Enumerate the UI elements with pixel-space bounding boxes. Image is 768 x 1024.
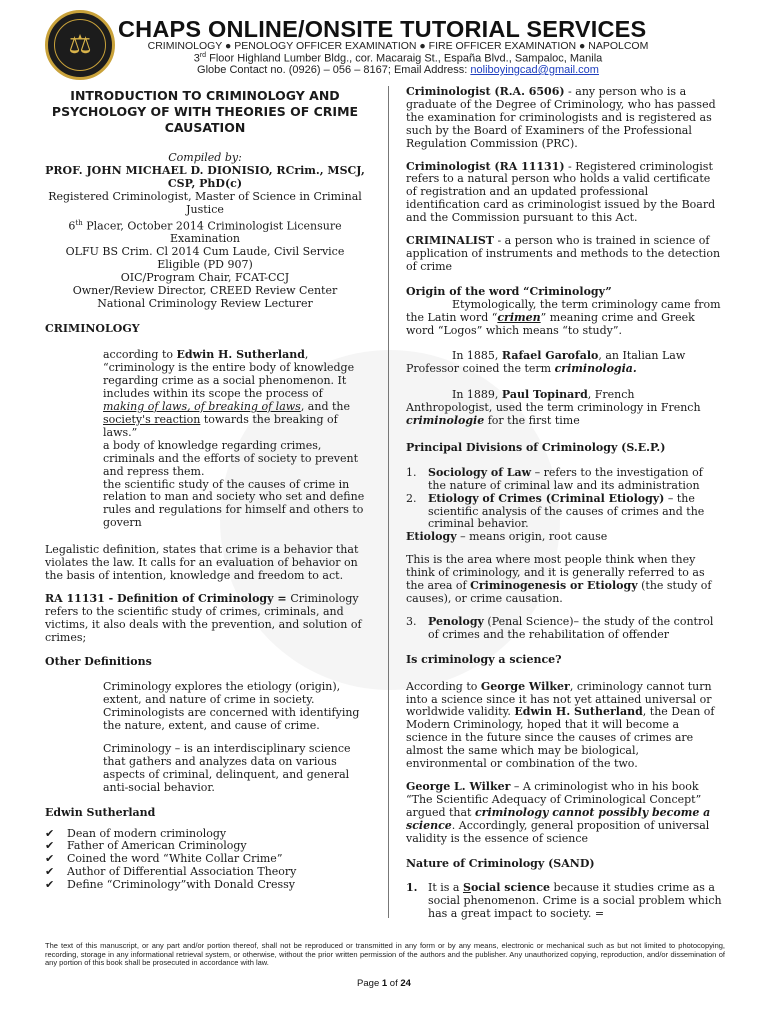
section-heading: Principal Divisions of Criminology (S.E.P.) xyxy=(406,440,666,454)
list-item: ✔ Coined the word “White Collar Crime” xyxy=(45,852,283,866)
left-column xyxy=(45,88,365,892)
email-link[interactable]: noliboyingcad@gmail.com xyxy=(470,64,599,76)
criminologist-ra11131: Criminologist (RA 11131) - Registered criminologist refers to a natural person who holds a valid certificate of registration and an updated professional identification card as criminologist issued by the Board and the Commission pursuant to this Act. xyxy=(406,159,716,225)
checkmark-icon: ✔ xyxy=(45,878,55,892)
definition-paragraph: Criminology explores the etiology (origin), extent, and nature of crime in society. Criminologists are concerned with identifying the nature, extent, and cause of crime. xyxy=(103,680,360,733)
author-name: PROF. JOHN MICHAEL D. DIONISIO, RCrim., MSCJ, CSP, PhD(c) xyxy=(45,163,365,190)
column-divider xyxy=(388,86,389,918)
section-heading: CRIMINOLOGY xyxy=(45,321,140,335)
topinard-paragraph: In 1889, Paul Topinard, French Anthropologist, used the term criminology in French criminologie for the first time xyxy=(406,388,701,428)
compiled-by: Compiled by: xyxy=(168,151,242,164)
checkmark-icon: ✔ xyxy=(45,839,55,853)
section-heading: Nature of Criminology (SAND) xyxy=(406,856,595,870)
section-heading: Edwin Sutherland xyxy=(45,805,156,819)
document-title: INTRODUCTION TO CRIMINOLOGY AND PSYCHOLOGY OF WITH THEORIES OF CRIME CAUSATION xyxy=(51,88,359,135)
section-heading: Other Definitions xyxy=(45,655,152,669)
list-item: 2. Etiology of Crimes (Criminal Etiology) – the scientific analysis of the causes of crimes and the criminal behavior. xyxy=(406,491,705,531)
ra-definition: RA 11131 - Definition of Criminology = Criminology refers to the scientific study of crimes, criminals, and victims, it also deals with the prevention, and solution of crimes; xyxy=(45,591,362,644)
gl-wilker-paragraph: George L. Wilker – A criminologist who in his book “The Scientific Adequacy of Criminological Concept” argued that criminology cannot possibly become a science. Accordingly, general proposition of universal validity is the essence of science xyxy=(406,779,711,845)
etiology-definition: Etiology – means origin, root cause xyxy=(406,530,608,544)
credential: OLFU BS Crim. Cl 2014 Cum Laude, Civil Service Eligible (PD 907) xyxy=(65,245,345,271)
contact-line: Globe Contact no. (0926) – 056 – 8167; Email Address: noliboyingcad@gmail.com xyxy=(197,64,599,76)
credential: National Criminology Review Lecturer xyxy=(97,296,313,310)
list-item: ✔ Define “Criminology”with Donald Cressy xyxy=(45,878,296,892)
criminologist-ra6506: Criminologist (R.A. 6506) - any person who is a graduate of the Degree of Criminology, who has passed the examination for criminologists and is registered as such by the Board of Examiners of the Professional Regulation Commission (PRC). xyxy=(406,85,716,150)
checkmark-icon: ✔ xyxy=(45,865,55,879)
checkmark-icon: ✔ xyxy=(45,826,55,840)
origin-paragraph: Etymologically, the term criminology came from the Latin word “crimen” meaning crime and Greek word “Logos” which means “to study”. xyxy=(406,297,721,337)
criminalist-definition: CRIMINALIST - a person who is trained in science of application of instruments and methods to the detection of crime xyxy=(406,234,721,273)
credential: Registered Criminologist, Master of Science in Criminal Justice xyxy=(48,189,362,216)
sutherland-list xyxy=(45,828,365,893)
definition-paragraph: a body of knowledge regarding crimes, criminals and the efforts of society to prevent and repress them. xyxy=(103,438,359,478)
organization-title: CHAPS ONLINE/ONSITE TUTORIAL SERVICES xyxy=(118,16,647,42)
exam-list: CRIMINOLOGY ● PENOLOGY OFFICER EXAMINATION ● FIRE OFFICER EXAMINATION ● NAPOLCOM xyxy=(147,40,649,52)
scales-of-justice-icon: ⚖ xyxy=(45,10,115,80)
credential: 6th Placer, October 2014 Criminologist Licensure Examination xyxy=(68,218,342,246)
address: 3rd Floor Highland Lumber Bldg., cor. Macaraig St., España Blvd., Sampaloc, Manila xyxy=(193,52,603,65)
right-column xyxy=(406,86,722,921)
copyright-notice: The text of this manuscript, or any part and/or portion thereof, shall not be reproduced or transmitted in any form or by any means, electronic or mechanical such as but not limited to photocopying, recording, storage in any informational retrieval system, or otherwise, without the prior written permission of the authors and the publisher. Any unauthorized copying, reproduction, and/or dissemination of any portion of this book shall be prosecuted in accordance with law. xyxy=(45,941,725,968)
definition-paragraph: Criminology – is an interdisciplinary science that gathers and analyzes data on various aspects of criminal, delinquent, and general anti-social behavior. xyxy=(103,742,351,794)
list-item: ✔ Author of Differential Association Theory xyxy=(45,865,297,879)
list-item: ✔ Dean of modern criminology xyxy=(45,826,227,840)
section-heading: Is criminology a science? xyxy=(406,652,562,666)
page-number: Page 1 of 24 xyxy=(357,978,411,989)
document-header xyxy=(0,0,768,82)
garofalo-paragraph: In 1885, Rafael Garofalo, an Italian Law Professor coined the term criminologia. xyxy=(406,349,686,376)
wilker-paragraph: According to George Wilker, criminology cannot turn into a science since it has not yet attained universal or worldwide validity. Edwin H. Sutherland, the Dean of Modern Criminology, hoped that it will become a science in the future since the causes of crimes are almost the same which may be biological, environmental or combination of the two. xyxy=(406,679,715,771)
section-heading: Origin of the word “Criminology” xyxy=(406,284,612,298)
credential: OIC/Program Chair, FCAT-CCJ xyxy=(120,270,290,284)
credential: Owner/Review Director, CREED Review Center xyxy=(72,283,338,297)
list-item: 1. Sociology of Law – refers to the investigation of the nature of criminal law and its administration xyxy=(406,465,703,492)
list-item: ✔ Father of American Criminology xyxy=(45,839,247,853)
definition-paragraph: according to Edwin H. Sutherland, “criminology is the entire body of knowledge regarding crime as a social phenomenon. It includes within its scope the process of making of laws, of breaking of laws, and the society's reaction towards the breaking of laws.” xyxy=(103,348,355,439)
definition-paragraph: the scientific study of the causes of crime in relation to man and society who set and define rules and regulations for himself and others to govern xyxy=(103,477,365,530)
checkmark-icon: ✔ xyxy=(45,852,55,866)
list-item: 1. It is a Social science because it studies crime as a social phenomenon. Crime is a social problem which has a great impact to society. = xyxy=(406,881,722,921)
area-paragraph: This is the area where most people think when they think of criminology, and it is generally referred to as the area of Criminogenesis or Etiology (the study of causes), or crime causation. xyxy=(406,553,712,605)
legalistic-definition: Legalistic definition, states that crime is a behavior that violates the law. It calls for an evaluation of behavior on the basis of intention, knowledge and freedom to act. xyxy=(45,543,359,582)
list-item: 3. Penology (Penal Science)– the study of the control of crimes and the rehabilitation of offender xyxy=(406,614,714,641)
